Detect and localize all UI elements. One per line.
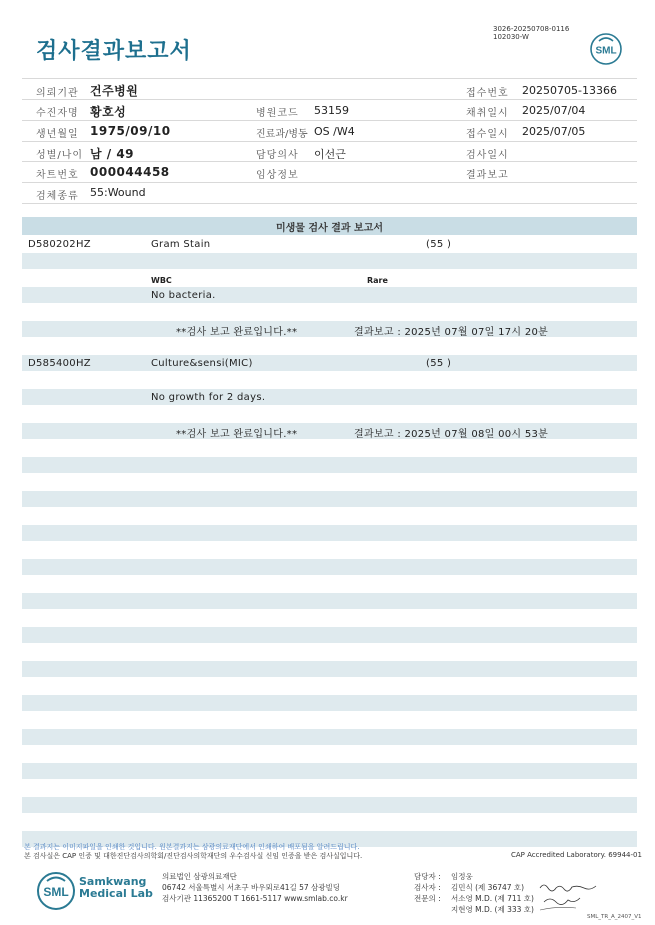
receipt-no-label: 접수번호 — [466, 88, 509, 99]
name-value: 황호성 — [90, 105, 127, 119]
receipt-date-value: 2025/07/05 — [522, 125, 586, 138]
signature-image — [538, 880, 598, 914]
hospital-code-value: 53159 — [314, 104, 349, 117]
document-number-line2: 102030-W — [493, 33, 529, 41]
hospital-code-label: 병원코드 — [256, 108, 299, 119]
test2-code: D585400HZ — [28, 358, 91, 369]
birth-label: 생년월일 — [36, 129, 79, 140]
specialist-label: 전문의 : — [414, 894, 441, 903]
lab-org: 의료법인 삼광의료재단 — [162, 872, 237, 881]
specimen-value: 55:Wound — [90, 186, 146, 199]
table-row — [22, 729, 637, 745]
document-number — [493, 25, 569, 41]
page-title: 검사결과보고서 — [36, 39, 192, 64]
receipt-date-label: 접수일시 — [466, 129, 509, 140]
staff-label: 담당자 : — [414, 872, 441, 881]
divider — [22, 141, 637, 142]
staff-value: 임정웅 — [451, 872, 473, 881]
test1-report-time: 결과보고 : 2025년 07월 07일 17시 20분 — [354, 327, 549, 338]
chart-label: 차트번호 — [36, 170, 79, 181]
sml-footer-logo-icon — [36, 871, 76, 911]
test1-name: Gram Stain — [151, 239, 211, 250]
lab-brand-name — [79, 876, 153, 900]
table-row — [22, 763, 637, 779]
specimen-label: 검체종류 — [36, 191, 79, 202]
cap-accreditation: CAP Accredited Laboratory. 69944-01 — [511, 851, 642, 859]
table-row — [22, 797, 637, 813]
accreditation-notice: 본 검사실은 CAP 인증 및 대한진단검사의학회/진단검사의학재단의 우수검사실 신임 인증을 받은 검사실입니다. — [24, 852, 363, 860]
doctor-label: 담당의사 — [256, 150, 299, 161]
test2-specimen: (55 ) — [426, 358, 452, 369]
test2-name: Culture&sensi(MIC) — [151, 358, 253, 369]
test2-report-time: 결과보고 : 2025년 07월 08일 00시 53분 — [354, 429, 549, 440]
birth-value: 1975/09/10 — [90, 124, 171, 138]
lab-contact: 검사기관 11365200 T 1661-5117 www.smlab.co.kr — [162, 894, 348, 903]
table-row — [22, 491, 637, 507]
table-row — [22, 253, 637, 269]
lab-brand-line2: Medical Lab — [79, 887, 153, 900]
clinical-label: 임상정보 — [256, 170, 299, 181]
sml-logo-icon — [590, 33, 622, 65]
table-row — [22, 355, 637, 371]
doctor-value: 이선근 — [314, 148, 346, 161]
institution-label: 의뢰기관 — [36, 88, 79, 99]
collect-date-label: 채취일시 — [466, 108, 509, 119]
test2-finding: No growth for 2 days. — [151, 392, 266, 403]
table-row — [22, 627, 637, 643]
chart-value: 000044458 — [90, 165, 170, 179]
table-row — [22, 389, 637, 405]
divider — [22, 120, 637, 121]
divider — [22, 99, 637, 100]
svg-text:SML: SML — [43, 885, 69, 899]
tester-value: 김민식 (제 36747 호) — [451, 883, 525, 892]
table-row — [22, 695, 637, 711]
table-row — [22, 661, 637, 677]
report-label: 결과보고 — [466, 170, 509, 181]
test1-specimen: (55 ) — [426, 239, 452, 250]
sex-age-value: 남 / 49 — [90, 147, 135, 161]
test-date-label: 검사일시 — [466, 150, 509, 161]
table-row — [22, 287, 637, 303]
dept-label: 진료과/병동 — [256, 129, 308, 140]
name-label: 수진자명 — [36, 108, 79, 119]
divider — [22, 182, 637, 183]
lab-brand-line1: Samkwang — [79, 875, 147, 888]
table-row — [22, 559, 637, 575]
test1-code: D580202HZ — [28, 239, 91, 250]
test1-wbc-label: WBC — [151, 276, 172, 285]
specialist2-value: 지현영 M.D. (제 333 호) — [451, 905, 534, 914]
form-code: SML_TR_A_2407_V1 — [587, 914, 642, 920]
divider — [22, 203, 637, 204]
institution-value: 건주병원 — [90, 84, 139, 98]
test1-complete: **검사 보고 완료입니다.** — [176, 327, 298, 338]
test1-wbc-value: Rare — [367, 276, 388, 285]
table-row — [22, 457, 637, 473]
sml-logo-text: SML — [595, 45, 617, 57]
table-row — [22, 593, 637, 609]
sex-age-label: 성별/나이 — [36, 150, 84, 161]
table-row — [22, 525, 637, 541]
dept-value: OS /W4 — [314, 125, 355, 138]
collect-date-value: 2025/07/04 — [522, 104, 586, 117]
section-title: 미생물 검사 결과 보고서 — [275, 223, 384, 234]
divider — [22, 78, 637, 79]
specialist1-value: 서소영 M.D. (제 711 호) — [451, 894, 534, 903]
test1-finding: No bacteria. — [151, 290, 216, 301]
image-print-notice: 본 결과지는 이미지파일을 인쇄한 것입니다. 원본결과지는 삼광의료재단에서 인쇄하여 배포됨을 알려드립니다. — [24, 843, 360, 851]
receipt-no-value: 20250705-13366 — [522, 84, 617, 97]
tester-label: 검사자 : — [414, 883, 441, 892]
test2-complete: **검사 보고 완료입니다.** — [176, 429, 298, 440]
lab-address: 06742 서울특별시 서초구 바우뫼로41길 57 삼광빌딩 — [162, 883, 341, 892]
document-number-line1: 3026-20250708-0116 — [493, 25, 570, 33]
